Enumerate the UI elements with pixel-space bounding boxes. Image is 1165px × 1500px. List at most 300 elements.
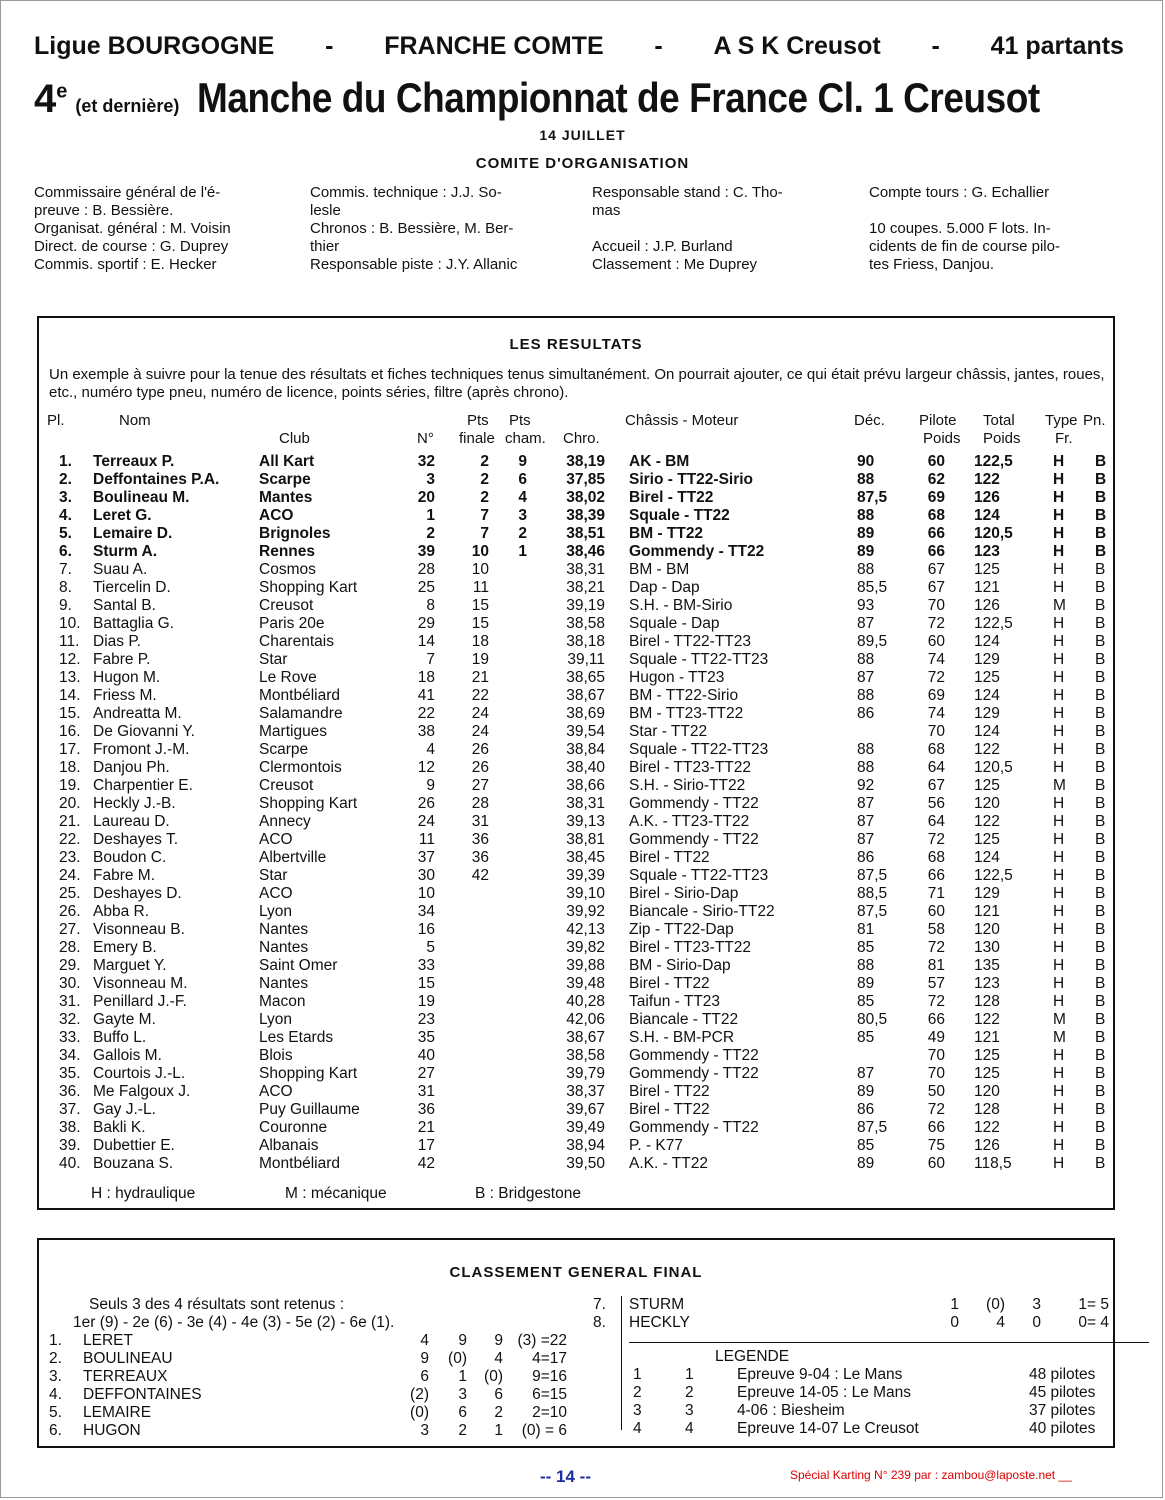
cell-place: 5. (59, 525, 72, 542)
cell-type: H (1053, 867, 1065, 884)
cell-number: 14 (417, 633, 435, 650)
cell-type: H (1053, 741, 1065, 758)
round-subtitle: (et dernière) (75, 96, 180, 116)
cell-pilote-poids: 64 (927, 813, 945, 830)
cell-pts-finale: 26 (471, 759, 489, 776)
cell-chrono: 37,85 (566, 471, 605, 488)
table-row (39, 1029, 1113, 1047)
region-label: FRANCHE COMTE (384, 32, 604, 60)
cell-place: 18. (59, 759, 81, 776)
cell-type: H (1053, 525, 1065, 542)
cell-club: Macon (259, 993, 306, 1010)
cell-club: Montbéliard (259, 1155, 340, 1172)
score-1: 1 (950, 1296, 959, 1313)
score-1: 4 (420, 1332, 429, 1349)
rank: 6. (49, 1422, 62, 1439)
cell-total-poids: 121 (974, 903, 1000, 920)
cell-place: 16. (59, 723, 81, 740)
cell-club: Albanais (259, 1137, 319, 1154)
cell-place: 8. (59, 579, 72, 596)
cell-name: Penillard J.-F. (93, 993, 187, 1010)
driver-name: LERET (83, 1332, 133, 1349)
org-column-2: Commis. technique : J.J. So- lesle Chronos : B. Bessière, M. Ber- thier Responsable piste : J.Y. Allanic (310, 184, 518, 273)
cell-number: 33 (417, 957, 435, 974)
header-pts-finale-1: Pts (467, 412, 489, 429)
rank: 5. (49, 1404, 62, 1421)
cell-club: All Kart (259, 453, 315, 470)
cell-dec: 85 (857, 993, 875, 1010)
cell-type: H (1053, 705, 1065, 722)
cell-type: H (1053, 723, 1065, 740)
cell-number: 34 (417, 903, 435, 920)
cell-name: Tiercelin D. (93, 579, 171, 596)
cell-name: Visonneau B. (93, 921, 185, 938)
cell-number: 19 (417, 993, 435, 1010)
cell-pn: B (1095, 705, 1106, 722)
cell-chassis: Birel - Sirio-Dap (629, 885, 739, 902)
cell-type: H (1053, 903, 1065, 920)
cell-pn: B (1095, 867, 1106, 884)
cell-pts-cham: 2 (518, 525, 527, 542)
cell-pn: B (1095, 1101, 1106, 1118)
score-total: 6=15 (532, 1386, 567, 1403)
table-row (39, 597, 1113, 615)
cell-chassis: Birel - TT22 (629, 849, 710, 866)
cell-pilote-poids: 70 (927, 1047, 945, 1064)
cell-club: Nantes (259, 921, 309, 938)
cell-chassis: Squale - Dap (629, 615, 720, 632)
table-row (39, 651, 1113, 669)
cell-dec: 89 (857, 975, 875, 992)
cell-type: H (1053, 543, 1065, 560)
cell-club: Shopping Kart (259, 795, 358, 812)
cell-number: 16 (417, 921, 435, 938)
cell-pilote-poids: 72 (927, 615, 945, 632)
cell-pn: B (1095, 885, 1106, 902)
legend-hydraulique: H : hydraulique (91, 1185, 196, 1202)
cell-club: Scarpe (259, 471, 311, 488)
table-row (39, 1155, 1113, 1173)
cell-number: 36 (417, 1101, 435, 1118)
cell-chrono: 38,31 (566, 561, 605, 578)
cell-type: H (1053, 1101, 1065, 1118)
table-row (39, 849, 1113, 867)
header-pts-cham-2: cham. (505, 430, 546, 447)
cell-total-poids: 120 (974, 795, 1000, 812)
table-row (39, 1101, 1113, 1119)
cell-pn: B (1095, 939, 1106, 956)
cell-name: Deshayes D. (93, 885, 182, 902)
score-2: 2 (458, 1422, 467, 1439)
cell-chassis: Squale - TT22-TT23 (629, 741, 769, 758)
cell-total-poids: 124 (974, 723, 1000, 740)
cell-total-poids: 130 (974, 939, 1000, 956)
cell-chrono: 38,19 (566, 453, 605, 470)
cell-type: H (1053, 993, 1065, 1010)
cell-total-poids: 126 (974, 489, 1000, 506)
cell-number: 42 (417, 1155, 435, 1172)
cell-dec: 81 (857, 921, 875, 938)
classement-note-1: Seuls 3 des 4 résultats sont retenus : (89, 1296, 345, 1313)
legend-index: 1 (633, 1366, 642, 1383)
cell-chrono: 38,69 (566, 705, 605, 722)
cell-pts-finale: 24 (471, 723, 489, 740)
cell-chassis: Biancale - TT22 (629, 1011, 739, 1028)
legend-count: 40 pilotes (1029, 1420, 1096, 1437)
cell-number: 23 (417, 1011, 435, 1028)
cell-type: H (1053, 1119, 1065, 1136)
cell-dec: 85 (857, 939, 875, 956)
cell-number: 29 (417, 615, 435, 632)
cell-place: 25. (59, 885, 81, 902)
cell-number: 31 (417, 1083, 435, 1100)
header-dec: Déc. (854, 412, 885, 429)
cell-place: 21. (59, 813, 81, 830)
score-2: 1 (458, 1368, 467, 1385)
cell-type: H (1053, 1083, 1065, 1100)
cell-number: 4 (426, 741, 435, 758)
score-2: 4 (996, 1314, 1005, 1331)
cell-pn: B (1095, 453, 1107, 470)
cell-pilote-poids: 67 (927, 561, 945, 578)
score-1: 9 (420, 1350, 429, 1367)
cell-chrono: 38,02 (566, 489, 605, 506)
cell-chrono: 40,28 (566, 993, 605, 1010)
header-pl: Pl. (47, 412, 65, 429)
cell-place: 29. (59, 957, 81, 974)
score-2: (0) (448, 1350, 467, 1367)
table-row (39, 867, 1113, 885)
cell-pts-finale: 26 (471, 741, 489, 758)
cell-pn: B (1095, 795, 1106, 812)
cell-dec: 88 (857, 741, 875, 758)
cell-chassis: Gommendy - TT22 (629, 1047, 759, 1064)
rank: 8. (593, 1314, 606, 1331)
cell-club: Salamandre (259, 705, 343, 722)
classement-box (37, 1238, 1115, 1448)
cell-number: 18 (417, 669, 435, 686)
table-row (39, 669, 1113, 687)
score-3: (0) (484, 1368, 503, 1385)
cell-pn: B (1095, 561, 1106, 578)
cell-pn: B (1095, 975, 1106, 992)
cell-name: Bouzana S. (93, 1155, 174, 1172)
cell-place: 4. (59, 507, 72, 524)
cell-chassis: S.H. - BM-PCR (629, 1029, 735, 1046)
cell-chrono: 38,67 (566, 687, 605, 704)
cell-chrono: 39,82 (566, 939, 605, 956)
cell-pilote-poids: 66 (927, 543, 945, 560)
cell-place: 38. (59, 1119, 81, 1136)
cell-chrono: 38,58 (566, 1047, 605, 1064)
cell-pilote-poids: 69 (927, 687, 945, 704)
header-no: N° (417, 430, 434, 447)
table-row (39, 723, 1113, 741)
committee-heading: COMITE D'ORGANISATION (475, 155, 690, 172)
cell-type: H (1053, 1065, 1065, 1082)
org-column-3: Responsable stand : C. Tho- mas Accueil : J.P. Burland Classement : Me Duprey (592, 184, 783, 273)
cell-club: Charentais (259, 633, 334, 650)
cell-pilote-poids: 60 (927, 1155, 945, 1172)
cell-club: Brignoles (259, 525, 331, 542)
cell-pts-cham: 4 (518, 489, 527, 506)
cell-total-poids: 122 (974, 741, 1000, 758)
cell-number: 39 (417, 543, 435, 560)
page-title (34, 74, 1124, 122)
cell-pn: B (1095, 741, 1106, 758)
cell-total-poids: 129 (974, 885, 1000, 902)
cell-chassis: Dap - Dap (629, 579, 700, 596)
cell-number: 41 (417, 687, 435, 704)
cell-dec: 87 (857, 795, 875, 812)
separator: - (654, 32, 663, 60)
cell-type: M (1053, 1029, 1066, 1046)
round-number: 4e (34, 77, 68, 121)
score-total: (3) =22 (517, 1332, 567, 1349)
cell-pn: B (1095, 831, 1106, 848)
cell-pn: B (1095, 525, 1107, 542)
driver-name: HUGON (83, 1422, 141, 1439)
cell-name: Deffontaines P.A. (93, 471, 220, 488)
cell-pilote-poids: 75 (927, 1137, 945, 1154)
cell-number: 40 (417, 1047, 435, 1064)
score-1: 3 (420, 1422, 429, 1439)
table-row (39, 903, 1113, 921)
legend-bridgestone: B : Bridgestone (475, 1185, 581, 1202)
cell-total-poids: 128 (974, 1101, 1000, 1118)
legend-count: 45 pilotes (1029, 1384, 1096, 1401)
cell-total-poids: 125 (974, 1047, 1000, 1064)
cell-pilote-poids: 70 (927, 597, 945, 614)
header-club: Club (279, 430, 310, 447)
cell-number: 32 (417, 453, 435, 470)
cell-chassis: A.K. - TT23-TT22 (629, 813, 750, 830)
cell-number: 7 (426, 651, 435, 668)
cell-pts-finale: 24 (471, 705, 489, 722)
cell-club: ACO (259, 1083, 293, 1100)
cell-total-poids: 118,5 (974, 1155, 1012, 1172)
cell-place: 9. (59, 597, 72, 614)
cell-chassis: Birel - TT22-TT23 (629, 633, 752, 650)
table-row (39, 489, 1113, 507)
cell-club: Le Rove (259, 669, 317, 686)
cell-chassis: Hugon - TT23 (629, 669, 725, 686)
cell-type: M (1053, 777, 1066, 794)
cell-dec: 87,5 (857, 1119, 888, 1136)
cell-pts-finale: 7 (480, 507, 489, 524)
cell-number: 17 (417, 1137, 435, 1154)
cell-club: Saint Omer (259, 957, 338, 974)
cell-dec: 87 (857, 1065, 875, 1082)
cell-chassis: BM - BM (629, 561, 690, 578)
header-total-1: Total (983, 412, 1015, 429)
cell-chassis: Gommendy - TT22 (629, 795, 759, 812)
cell-pilote-poids: 67 (927, 579, 945, 596)
cell-pn: B (1095, 1119, 1106, 1136)
cell-total-poids: 126 (974, 1137, 1000, 1154)
legend-count: 48 pilotes (1029, 1366, 1096, 1383)
rank: 7. (593, 1296, 606, 1313)
cell-pts-finale: 2 (480, 453, 489, 470)
table-row (39, 777, 1113, 795)
cell-dec: 89,5 (857, 633, 888, 650)
cell-chassis: BM - Sirio-Dap (629, 957, 731, 974)
cell-name: Gallois M. (93, 1047, 162, 1064)
cell-pts-finale: 10 (471, 561, 489, 578)
legend-index: 2 (633, 1384, 642, 1401)
legend-event: Epreuve 14-07 Le Creusot (737, 1420, 919, 1437)
classement-title: CLASSEMENT GENERAL FINAL (449, 1264, 703, 1281)
source-credit: Spécial Karting N° 239 par : zambou@laposte.net __ (790, 1468, 1072, 1482)
legend-event: Epreuve 14-05 : Le Mans (737, 1384, 912, 1401)
header-line (34, 32, 1124, 61)
table-row (39, 471, 1113, 489)
cell-total-poids: 125 (974, 831, 1000, 848)
header-type-2: Fr. (1055, 430, 1073, 447)
cell-name: Hugon M. (93, 669, 161, 686)
table-row (39, 1137, 1113, 1155)
cell-club: Lyon (259, 1011, 293, 1028)
score-1: 6 (420, 1368, 429, 1385)
cell-pn: B (1095, 651, 1106, 668)
cell-place: 32. (59, 1011, 81, 1028)
cell-name: Dias P. (93, 633, 141, 650)
cell-name: Fromont J.-M. (93, 741, 190, 758)
cell-name: Deshayes T. (93, 831, 179, 848)
cell-pilote-poids: 72 (927, 993, 945, 1010)
table-row (39, 561, 1113, 579)
cell-pn: B (1095, 759, 1106, 776)
table-row (39, 705, 1113, 723)
cell-dec: 87,5 (857, 489, 888, 506)
cell-number: 24 (417, 813, 435, 830)
legend-event: Epreuve 9-04 : Le Mans (737, 1366, 903, 1383)
cell-pn: B (1095, 1029, 1106, 1046)
cell-number: 30 (417, 867, 435, 884)
score-total: 0= 4 (1078, 1314, 1109, 1331)
divider (621, 1296, 622, 1430)
cell-number: 1 (426, 507, 435, 524)
cell-name: Leret G. (93, 507, 152, 524)
table-row (39, 1119, 1113, 1137)
score-3: 3 (1032, 1296, 1041, 1313)
cell-number: 3 (426, 471, 435, 488)
cell-place: 1. (59, 453, 72, 470)
league-label: Ligue BOURGOGNE (34, 32, 275, 60)
cell-place: 10. (59, 615, 81, 632)
cell-pn: B (1095, 903, 1106, 920)
cell-chassis: BM - TT22 (629, 525, 704, 542)
cell-place: 23. (59, 849, 81, 866)
cell-dec: 88 (857, 651, 875, 668)
cell-pn: B (1095, 723, 1106, 740)
separator: - (931, 32, 940, 60)
cell-club: Nantes (259, 975, 309, 992)
cell-place: 30. (59, 975, 81, 992)
cell-place: 39. (59, 1137, 81, 1154)
header-type-1: Type (1045, 412, 1078, 429)
cell-pilote-poids: 72 (927, 1101, 945, 1118)
table-row (39, 579, 1113, 597)
cell-club: Cosmos (259, 561, 316, 578)
cell-place: 24. (59, 867, 81, 884)
cell-pilote-poids: 60 (927, 903, 945, 920)
legend-index: 4 (685, 1420, 694, 1437)
cell-number: 11 (418, 831, 435, 848)
table-row (39, 921, 1113, 939)
cell-pilote-poids: 81 (927, 957, 945, 974)
cell-dec: 88 (857, 507, 875, 524)
cell-pilote-poids: 50 (927, 1083, 945, 1100)
results-box (37, 316, 1115, 1210)
cell-chassis: S.H. - BM-Sirio (629, 597, 733, 614)
cell-type: H (1053, 669, 1065, 686)
cell-type: M (1053, 597, 1066, 614)
cell-pn: B (1095, 543, 1107, 560)
cell-club: Rennes (259, 543, 315, 560)
cell-number: 20 (417, 489, 435, 506)
cell-dec: 87 (857, 669, 875, 686)
cell-place: 3. (59, 489, 72, 506)
score-total: 2=10 (532, 1404, 567, 1421)
cell-type: H (1053, 507, 1065, 524)
cell-chrono: 39,49 (566, 1119, 605, 1136)
org-column-1: Commissaire général de l'é- preuve : B. Bessière. Organisat. général : M. Voisin Direct. de course : G. Duprey Commis. sportif : E. Hecker (34, 184, 231, 273)
entrants-label: 41 partants (990, 32, 1124, 60)
cell-pn: B (1095, 471, 1107, 488)
cell-chassis: Birel - TT22 (629, 489, 714, 506)
cell-pts-cham: 6 (518, 471, 527, 488)
page-number: -- 14 -- (540, 1467, 591, 1486)
results-intro: Un exemple à suivre pour la tenue des résultats et fiches techniques tenus simultanément. On pourrait ajouter, ce qui était prévu largeur châssis, jantes, roues, etc., numéro type pneu, numéro de licence, points séries, filtre (après chrono). (49, 366, 1105, 401)
score-1: 0 (950, 1314, 959, 1331)
table-row (39, 633, 1113, 651)
cell-place: 35. (59, 1065, 81, 1082)
cell-number: 8 (426, 597, 435, 614)
header-chassis: Châssis - Moteur (625, 412, 739, 429)
legend-count: 37 pilotes (1029, 1402, 1096, 1419)
cell-pilote-poids: 68 (927, 507, 945, 524)
cell-chrono: 39,88 (566, 957, 605, 974)
cell-total-poids: 123 (974, 543, 1000, 560)
cell-dec: 88 (857, 561, 875, 578)
cell-place: 36. (59, 1083, 81, 1100)
driver-name: STURM (629, 1296, 685, 1313)
cell-type: H (1053, 813, 1065, 830)
cell-number: 21 (417, 1119, 435, 1136)
divider (629, 1342, 1149, 1343)
cell-pts-finale: 36 (471, 831, 489, 848)
cell-total-poids: 125 (974, 561, 1000, 578)
cell-club: Scarpe (259, 741, 309, 758)
header-nom: Nom (119, 412, 151, 429)
cell-chrono: 39,11 (567, 651, 605, 668)
cell-pts-finale: 15 (471, 597, 489, 614)
cell-club: Blois (259, 1047, 293, 1064)
table-row (39, 525, 1113, 543)
table-row (39, 795, 1113, 813)
cell-name: Lemaire D. (93, 525, 173, 542)
cell-pn: B (1095, 921, 1106, 938)
table-row (39, 975, 1113, 993)
cell-total-poids: 120,5 (974, 759, 1013, 776)
cell-chassis: AK - BM (629, 453, 690, 470)
cell-pilote-poids: 74 (927, 705, 945, 722)
cell-type: H (1053, 1047, 1065, 1064)
cell-chrono: 38,67 (566, 1029, 605, 1046)
cell-type: H (1053, 489, 1065, 506)
cell-chassis: A.K. - TT22 (629, 1155, 708, 1172)
